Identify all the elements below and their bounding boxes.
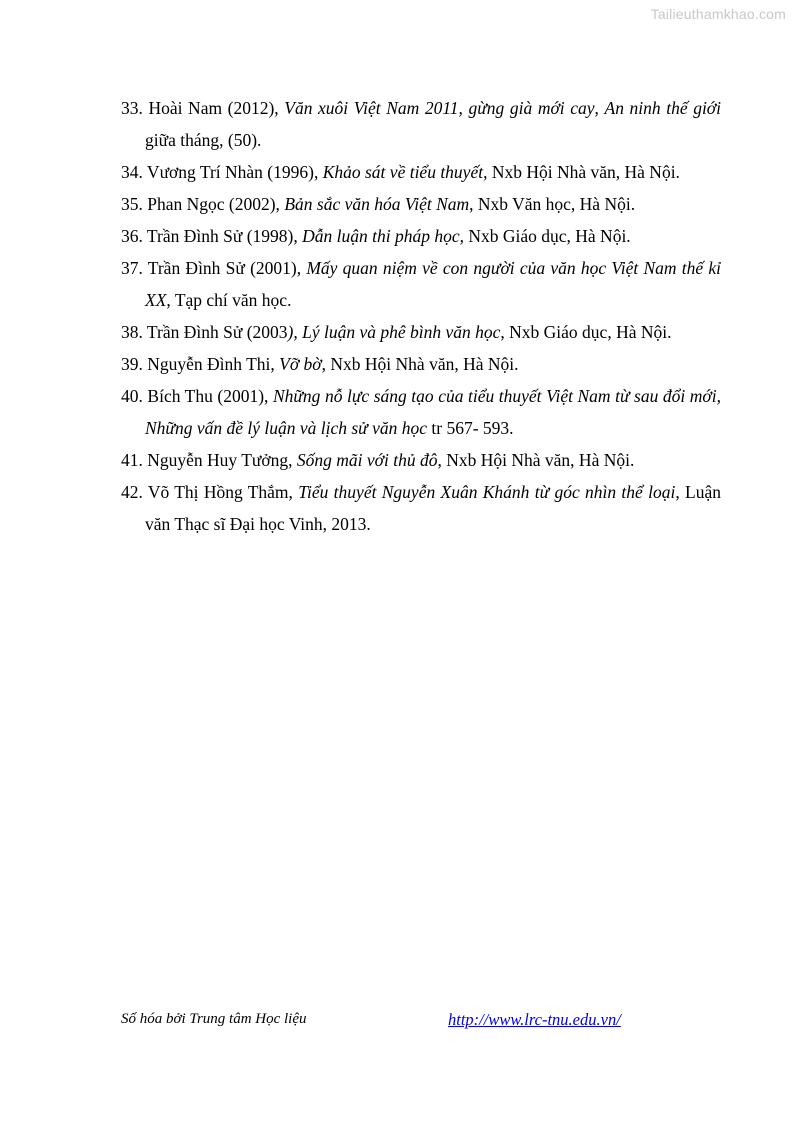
reference-number: 34. xyxy=(121,162,143,182)
reference-item xyxy=(121,188,721,220)
reference-text: , Nxb Giáo dục, Hà Nội. xyxy=(459,226,631,246)
watermark: Tailieuthamkhao.com xyxy=(650,6,786,22)
reference-text: Nguyễn Huy Tưởng, xyxy=(142,450,297,470)
reference-text: , Nxb Giáo dục, Hà Nội. xyxy=(500,322,672,342)
reference-title: Khảo sát về tiểu thuyết xyxy=(322,162,484,182)
reference-title: Văn xuôi Việt Nam 2011, gừng già mới cay xyxy=(284,98,595,118)
reference-item xyxy=(121,252,721,316)
reference-item xyxy=(121,380,721,444)
reference-item xyxy=(121,476,721,540)
reference-text: , Nxb Hội Nhà văn, Hà Nội. xyxy=(483,162,680,182)
reference-text: Vương Trí Nhàn (1996), xyxy=(142,162,323,182)
reference-item xyxy=(121,444,721,476)
reference-title: Dẫn luận thi pháp học xyxy=(302,226,460,246)
reference-title: Bản sắc văn hóa Việt Nam xyxy=(284,194,470,214)
footer-link[interactable]: http://www.lrc-tnu.edu.vn/ xyxy=(448,1010,621,1029)
reference-text: Trần Đình Sử (2001), xyxy=(142,258,307,278)
reference-item xyxy=(121,92,721,156)
reference-text: , xyxy=(594,98,605,118)
reference-title: Những nỗ lực sáng tạo của tiểu thuyết Việt Nam từ sau đổi mới, Những vấn đề lý luận và lịch sử văn học xyxy=(145,386,721,438)
reference-title: Vỡ bờ xyxy=(279,354,322,374)
reference-text: tr 567- 593. xyxy=(427,418,514,438)
reference-number: 36. xyxy=(121,226,143,246)
reference-text: , Luận văn Thạc sĩ Đại học Vinh, 2013. xyxy=(145,482,721,534)
reference-text: Phan Ngọc (2002), xyxy=(142,194,285,214)
reference-number: 33. xyxy=(121,98,143,118)
reference-text: , Nxb Văn học, Hà Nội. xyxy=(469,194,636,214)
reference-title: ), Lý luận và phê bình văn học xyxy=(287,322,501,342)
reference-item xyxy=(121,220,721,252)
reference-title: An ninh thế giới xyxy=(604,98,722,118)
reference-number: 39. xyxy=(121,354,143,374)
reference-number: 40. xyxy=(121,386,143,406)
reference-text: Bích Thu (2001), xyxy=(142,386,273,406)
reference-list xyxy=(121,92,721,540)
reference-text: Nguyễn Đình Thi, xyxy=(142,354,280,374)
reference-number: 37. xyxy=(121,258,143,278)
reference-text: Hoài Nam (2012), xyxy=(142,98,285,118)
footer-text: Số hóa bởi Trung tâm Học liệu xyxy=(121,1011,307,1027)
reference-item xyxy=(121,156,721,188)
reference-number: 38. xyxy=(121,322,143,342)
footer xyxy=(121,1011,661,1035)
reference-text: Trần Đình Sử (1998), xyxy=(142,226,303,246)
reference-number: 41. xyxy=(121,450,143,470)
reference-text: , Nxb Hội Nhà văn, Hà Nội. xyxy=(437,450,635,470)
reference-number: 42. xyxy=(121,482,143,502)
reference-text: Trần Đình Sử (2003 xyxy=(142,322,288,342)
reference-number: 35. xyxy=(121,194,143,214)
reference-title: Tiểu thuyết Nguyễn Xuân Khánh từ góc nhìn thể loại xyxy=(298,482,676,502)
reference-text: , Tạp chí văn học. xyxy=(166,290,292,310)
reference-title: Sống mãi với thủ đô xyxy=(296,450,438,470)
reference-item xyxy=(121,348,721,380)
reference-text: giữa tháng, (50). xyxy=(145,130,262,150)
reference-text: , Nxb Hội Nhà văn, Hà Nội. xyxy=(321,354,519,374)
reference-item xyxy=(121,316,721,348)
reference-text: Võ Thị Hồng Thắm, xyxy=(142,482,299,502)
reference-title: Mấy quan niệm về con người của văn học Việt Nam thế kỉ XX xyxy=(145,258,721,310)
